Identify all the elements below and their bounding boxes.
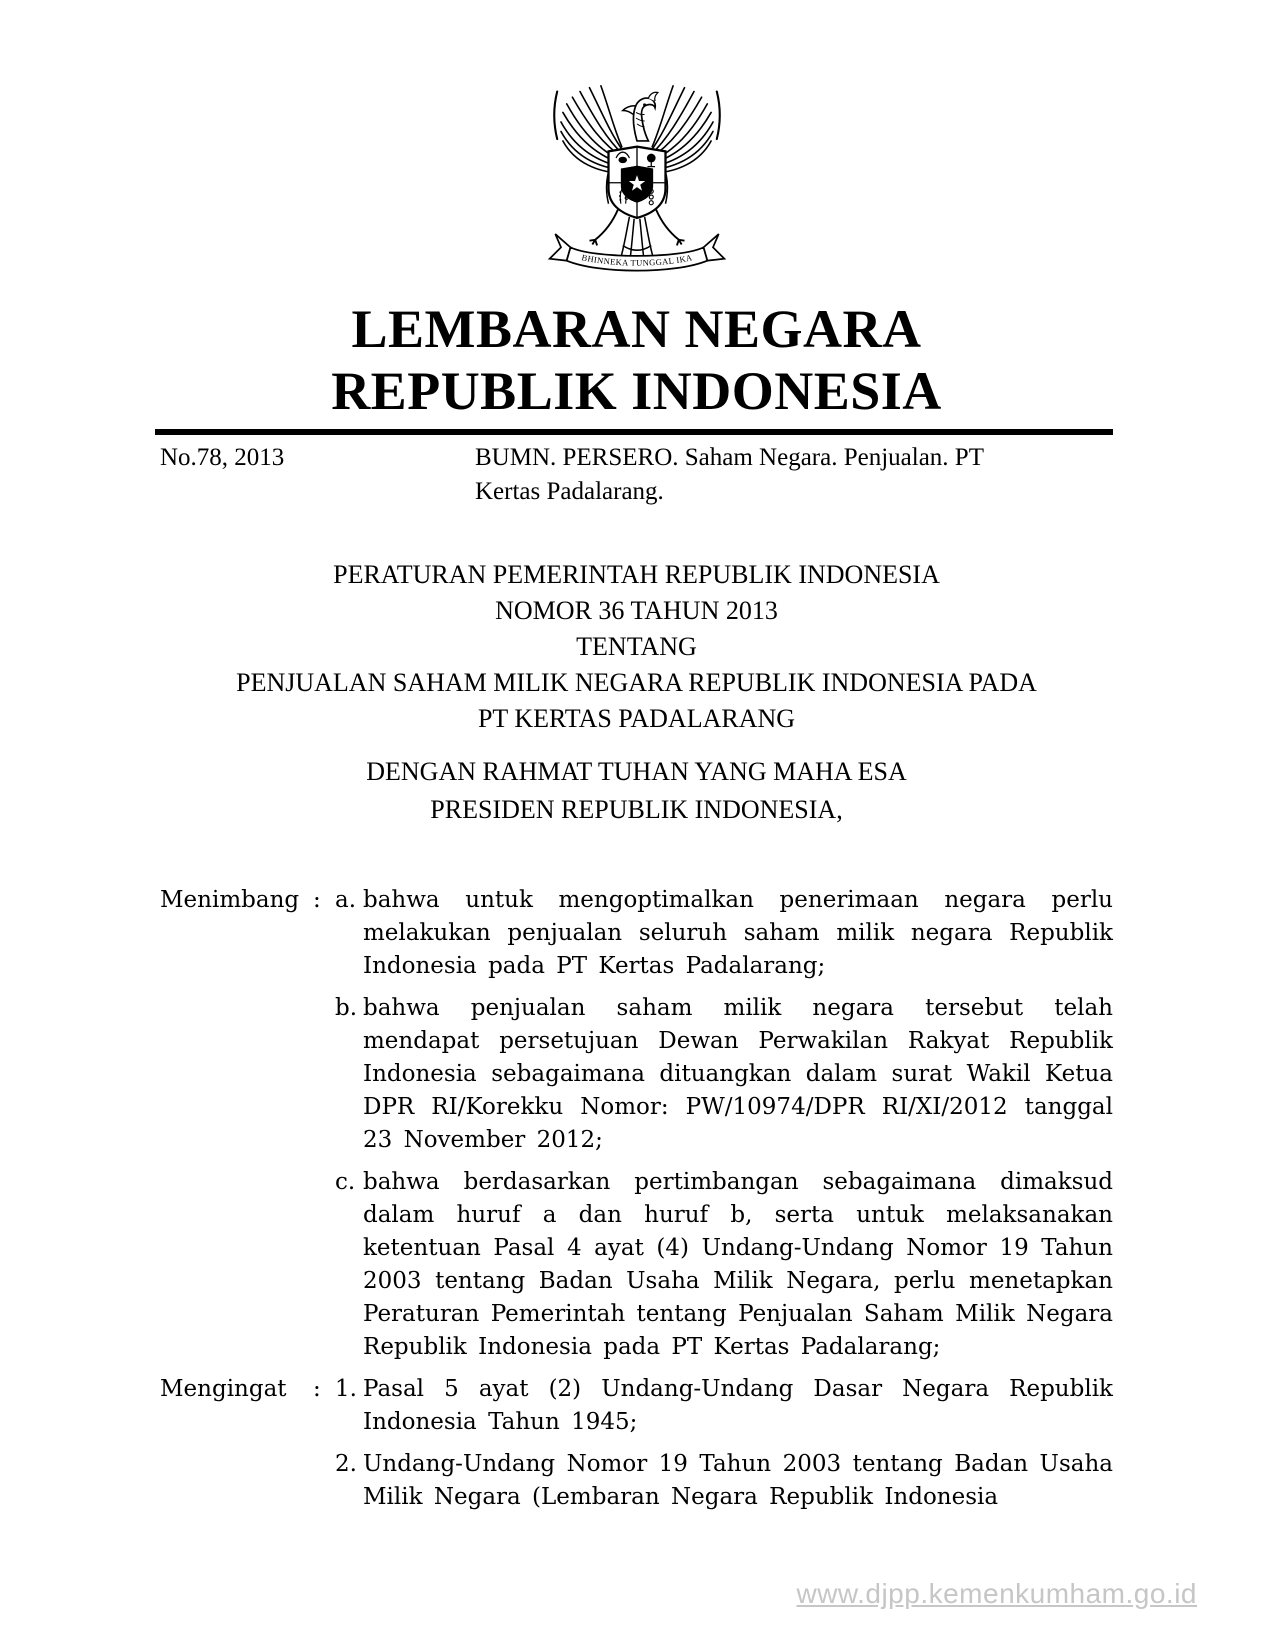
masthead-info-row — [160, 441, 1113, 509]
subject-line-1: BUMN. PERSERO. Saham Negara. Penjualan. PT — [475, 444, 984, 471]
motto-text: BHINNEKA TUNGGAL IKA — [580, 252, 693, 268]
clause-text: bahwa untuk mengoptimalkan penerimaan negara perlu melakukan penjualan seluruh saham milik negara Republik Indonesia pada PT Kertas Padalarang; — [363, 887, 1113, 979]
regulation-title-line-5: PT KERTAS PADALARANG — [477, 704, 796, 733]
subject-abstract — [475, 441, 1113, 509]
menimbang-item-b — [160, 992, 1113, 1157]
mengingat-item-2 — [160, 1448, 1113, 1514]
masthead-title-line-1: LEMBARAN NEGARA — [351, 299, 922, 359]
page-content — [160, 78, 1113, 1523]
mengingat-label: Mengingat — [160, 1376, 287, 1402]
footer-link[interactable]: www.djpp.kemenkumham.go.id — [796, 1578, 1197, 1609]
menimbang-item-c — [160, 1166, 1113, 1364]
clause-marker: b. — [335, 995, 358, 1021]
clause-text: bahwa penjualan saham milik negara tersebut telah mendapat persetujuan Dewan Perwakilan Rakyat Republik Indonesia sebagaimana dituangkan dalam surat Wakil Ketua DPR RI/Korekku Nomor: PW/10974/DPR RI/XI/2012 tanggal 23 November 2012; — [363, 995, 1113, 1153]
clause-marker: 2. — [335, 1451, 357, 1477]
clause-separator: : — [313, 887, 321, 913]
regulation-title-line-4: PENJUALAN SAHAM MILIK NEGARA REPUBLIK INDONESIA PADA — [236, 668, 1037, 697]
pancasila-shield — [608, 147, 665, 218]
regulation-title-line-3: TENTANG — [576, 632, 697, 661]
clause-text: bahwa berdasarkan pertimbangan sebagaimana dimaksud dalam huruf a dan huruf b, serta untuk melaksanakan ketentuan Pasal 4 ayat (4) Undang-Undang Nomor 19 Tahun 2003 tentang Badan Usaha Milik Negara, perlu menetapkan Peraturan Pemerintah tentang Penjualan Saham Milik Negara Republik Indonesia pada PT Kertas Padalarang; — [363, 1169, 1113, 1360]
issue-number: No.78, 2013 — [160, 444, 285, 471]
garuda-pancasila-icon — [542, 78, 732, 278]
menimbang-label: Menimbang — [160, 887, 300, 913]
regulation-title-line-1: PERATURAN PEMERINTAH REPUBLIK INDONESIA — [333, 560, 940, 589]
clause-text: Pasal 5 ayat (2) Undang-Undang Dasar Negara Republik Indonesia Tahun 1945; — [363, 1376, 1113, 1435]
eagle-head — [622, 92, 657, 141]
clause-text: Undang-Undang Nomor 19 Tahun 2003 tentang Badan Usaha Milik Negara (Lembaran Negara Republik Indonesia — [363, 1451, 1113, 1510]
masthead-title-line-2: REPUBLIK INDONESIA — [331, 361, 942, 421]
clause-marker: a. — [335, 887, 357, 913]
regulation-title-line-2: NOMOR 36 TAHUN 2013 — [495, 596, 778, 625]
menimbang-item-a — [160, 884, 1113, 983]
gazette-masthead — [160, 298, 1113, 422]
invocation: DENGAN RAHMAT TUHAN YANG MAHA ESA — [366, 757, 907, 786]
clause-marker: c. — [335, 1169, 356, 1195]
clause-separator: : — [313, 1376, 321, 1402]
clauses — [160, 884, 1113, 1514]
subject-line-2: Kertas Padalarang. — [475, 478, 664, 505]
clause-marker: 1. — [335, 1376, 357, 1402]
motto-banner — [549, 234, 724, 271]
authority-line: PRESIDEN REPUBLIK INDONESIA, — [430, 795, 843, 824]
emblem-container — [160, 78, 1113, 278]
masthead-rule — [155, 429, 1113, 435]
mengingat-item-1 — [160, 1373, 1113, 1439]
regulation-title — [160, 557, 1113, 737]
